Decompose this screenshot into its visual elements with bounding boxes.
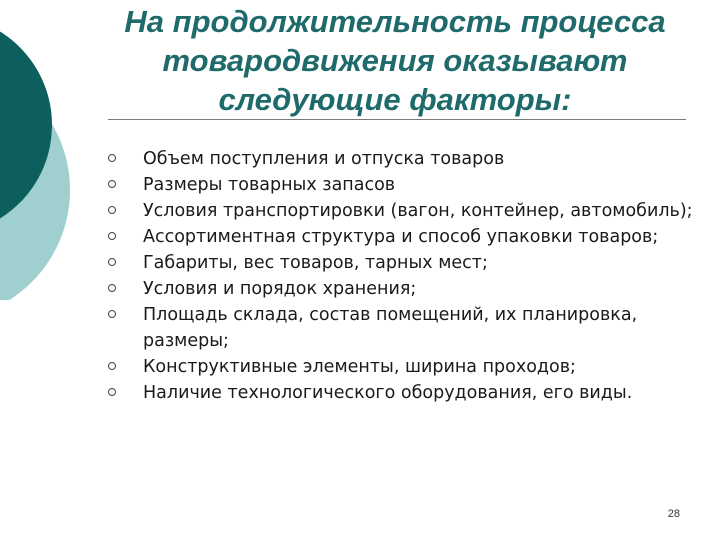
list-item-text: Площадь склада, состав помещений, их планировка, размеры; (143, 305, 638, 351)
list-item-text: Габариты, вес товаров, тарных мест; (143, 253, 488, 273)
list-item-text: Условия и порядок хранения; (143, 279, 417, 299)
bullet-circle-icon (108, 180, 116, 188)
bullet-circle-icon (108, 362, 116, 370)
title-line-3: следующие факторы: (218, 82, 572, 117)
bullet-circle-icon (108, 284, 116, 292)
title-line-2: товародвижения оказывают (162, 43, 628, 78)
list-item-text: Объем поступления и отпуска товаров (143, 149, 505, 169)
decorative-circles (0, 0, 80, 300)
slide-title (95, 2, 695, 119)
list-item (106, 302, 696, 354)
list-item-text: Ассортиментная структура и способ упаковки товаров; (143, 227, 659, 247)
list-item (106, 172, 696, 198)
title-line-1: На продолжительность процесса (124, 4, 666, 39)
bullet-circle-icon (108, 154, 116, 162)
factors-list (106, 146, 696, 406)
list-item (106, 198, 696, 224)
list-item (106, 380, 696, 406)
bullet-circle-icon (108, 258, 116, 266)
list-item-text: Размеры товарных запасов (143, 175, 396, 195)
bullet-circle-icon (108, 206, 116, 214)
list-item (106, 146, 696, 172)
list-item (106, 276, 696, 302)
list-item (106, 224, 696, 250)
bullet-circle-icon (108, 310, 116, 318)
title-divider (108, 119, 686, 120)
list-item (106, 354, 696, 380)
list-item (106, 250, 696, 276)
list-item-text: Наличие технологического оборудования, его виды. (143, 383, 633, 403)
page-number: 28 (667, 508, 680, 520)
list-item-text: Условия транспортировки (вагон, контейнер, автомобиль); (143, 201, 693, 221)
list-item-text: Конструктивные элементы, ширина проходов; (143, 357, 576, 377)
bullet-circle-icon (108, 232, 116, 240)
bullet-circle-icon (108, 388, 116, 396)
